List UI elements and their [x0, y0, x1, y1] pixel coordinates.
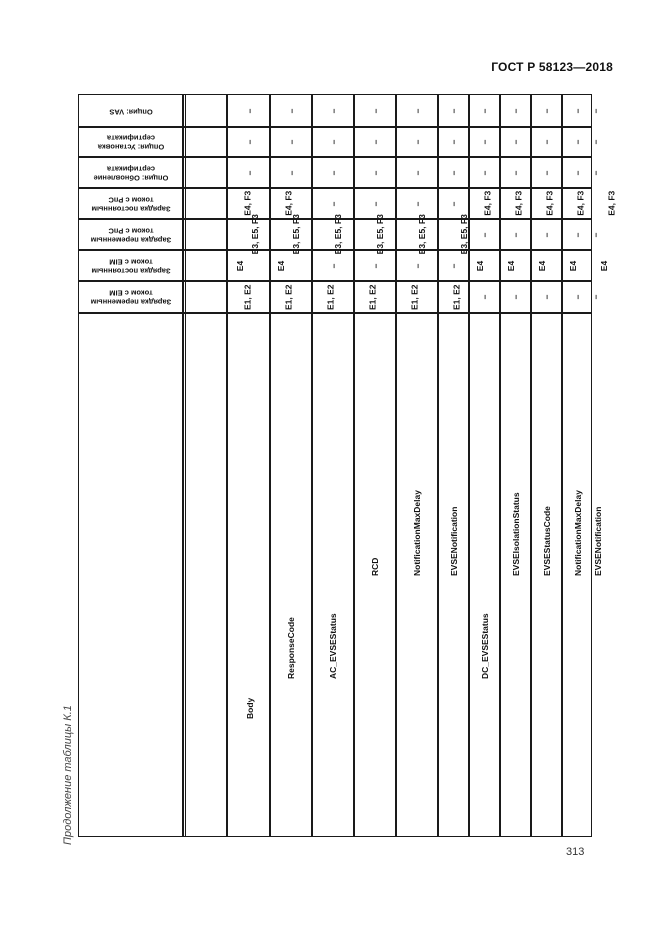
table-cell: [531, 281, 562, 313]
parameter-name: ResponseCode: [286, 617, 296, 679]
table-cell: [354, 281, 396, 313]
parameter-name-cell: [438, 313, 469, 838]
column-header: [79, 219, 183, 250]
cell-content: [590, 219, 601, 250]
table-cell: [396, 250, 438, 281]
table-cell: [590, 281, 601, 313]
cell-value: –: [448, 201, 459, 206]
cell-content: [562, 95, 593, 127]
table-cell: [396, 95, 438, 127]
cell-value: –: [369, 263, 380, 268]
cell-value: –: [590, 232, 601, 237]
cell-content: [562, 127, 593, 157]
cell-value: –: [244, 108, 255, 114]
cell-value: E4, F3: [513, 190, 524, 217]
cell-value: E1, E2: [367, 284, 378, 310]
table-cell: [354, 157, 396, 188]
table-cell: [438, 281, 469, 313]
table-cell: [270, 95, 312, 127]
table-cell: [229, 214, 270, 255]
table-cell: [354, 214, 396, 255]
parameter-name-cell: [354, 313, 396, 838]
cell-content: [593, 188, 624, 219]
cell-content: [500, 127, 531, 157]
table-cell: [590, 95, 601, 127]
table-cell: [469, 95, 500, 127]
table-cell: [562, 157, 593, 188]
table-cell: [590, 127, 601, 157]
cell-value: E3, E5, F3: [458, 214, 469, 255]
cell-value: E3, E5, F3: [416, 214, 427, 255]
table-cell: [562, 250, 593, 281]
cell-content: [312, 250, 354, 281]
cell-content: [562, 281, 593, 313]
cell-value: –: [572, 232, 583, 237]
table-cell: [531, 219, 562, 250]
column-header: [79, 188, 183, 219]
table-cell: [531, 95, 562, 127]
cell-content: [229, 214, 270, 255]
cell-value: –: [590, 170, 601, 175]
cell-value: –: [572, 294, 583, 300]
cell-value: –: [327, 108, 338, 114]
table-cell: [500, 219, 531, 250]
cell-value: –: [411, 108, 422, 114]
cell-value: E4: [568, 260, 579, 271]
cell-content: [229, 95, 270, 127]
document-title: ГОСТ Р 58123—2018: [491, 60, 613, 74]
cell-value: E4: [276, 260, 287, 271]
table-cell: [312, 127, 354, 157]
column-divider: [226, 95, 228, 836]
cell-content: [270, 157, 312, 188]
cell-value: –: [541, 170, 552, 175]
table-cell: [438, 157, 469, 188]
cell-content: [229, 157, 270, 188]
column-header: [79, 127, 183, 157]
cell-value: –: [510, 232, 521, 237]
cell-value: –: [285, 108, 296, 114]
cell-value: –: [510, 170, 521, 175]
table-cell: [562, 219, 593, 250]
cell-value: –: [244, 139, 255, 145]
cell-content: [312, 95, 354, 127]
table-cell: [229, 157, 270, 188]
cell-content: [438, 281, 469, 313]
table-cell: [229, 250, 270, 281]
table-cell: [270, 281, 312, 313]
cell-value: E4, F3: [575, 190, 586, 217]
cell-value: –: [541, 232, 552, 237]
cell-value: –: [285, 139, 296, 145]
table-cell: [562, 95, 593, 127]
cell-content: [469, 250, 500, 281]
cell-content: [562, 219, 593, 250]
cell-content: [500, 250, 531, 281]
column-header-label: Опция: Обновление сертификата: [93, 164, 169, 183]
cell-value: –: [411, 139, 422, 145]
cell-content: [562, 157, 593, 188]
parameter-name-cell: [562, 313, 593, 838]
cell-content: [500, 157, 531, 188]
table-cell: [562, 281, 593, 313]
table-cell: [469, 250, 500, 281]
cell-value: E4, F3: [606, 190, 617, 217]
cell-value: E3, E5, F3: [374, 214, 385, 255]
cell-value: E3, E5, F3: [290, 214, 301, 255]
cell-content: [469, 188, 500, 219]
table-cell: [312, 250, 354, 281]
cell-content: [590, 281, 601, 313]
cell-value: –: [448, 139, 459, 145]
cell-value: E1, E2: [242, 284, 253, 310]
table-cell: [438, 95, 469, 127]
cell-value: –: [327, 139, 338, 145]
table-cell: [229, 95, 270, 127]
table-cell: [500, 157, 531, 188]
cell-content: [438, 157, 469, 188]
parameter-name-cell: [500, 313, 531, 838]
table-cell: [531, 157, 562, 188]
cell-content: [354, 95, 396, 127]
cell-value: –: [411, 170, 422, 175]
cell-content: [562, 250, 593, 281]
page-number: 313: [566, 846, 585, 858]
cell-value: E4, F3: [242, 190, 253, 217]
cell-content: [438, 95, 469, 127]
table-cell: [312, 214, 354, 255]
cell-value: E4, F3: [544, 190, 555, 217]
cell-content: [469, 95, 500, 127]
table-cell: [396, 157, 438, 188]
cell-content: [438, 250, 469, 281]
cell-content: [312, 157, 354, 188]
cell-content: [469, 281, 500, 313]
cell-content: [354, 250, 396, 281]
table-cell: [396, 127, 438, 157]
table-cell: [562, 127, 593, 157]
cell-content: [500, 219, 531, 250]
cell-content: [229, 250, 270, 281]
cell-value: –: [327, 201, 338, 206]
cell-value: –: [510, 139, 521, 145]
table-cell: [593, 250, 609, 281]
cell-value: –: [479, 294, 490, 300]
cell-content: [270, 127, 312, 157]
cell-value: –: [448, 108, 459, 114]
cell-value: –: [541, 294, 552, 300]
cell-value: –: [369, 139, 380, 145]
cell-value: –: [369, 201, 380, 206]
cell-value: E1, E2: [283, 284, 294, 310]
cell-value: –: [285, 170, 296, 175]
cell-value: E3, E5, F3: [249, 214, 260, 255]
cell-content: [354, 214, 396, 255]
cell-value: –: [479, 232, 490, 237]
cell-content: [270, 95, 312, 127]
cell-value: –: [572, 170, 583, 175]
cell-value: –: [510, 294, 521, 300]
cell-content: [396, 250, 438, 281]
table-cell: [469, 127, 500, 157]
cell-value: E4: [235, 260, 246, 271]
table-cell: [593, 188, 624, 219]
table-cell: [531, 127, 562, 157]
table-cell: [531, 250, 562, 281]
parameter-name: AC_EVSEStatus: [328, 613, 338, 679]
cell-value: –: [369, 170, 380, 175]
parameter-name-cell: [270, 313, 312, 838]
cell-content: [312, 127, 354, 157]
cell-content: [354, 157, 396, 188]
cell-content: [396, 281, 438, 313]
table-cell: [354, 95, 396, 127]
parameter-name: EVSENotification: [448, 506, 459, 576]
column-header-label: Зарядка постоянным током с РпС: [91, 195, 171, 214]
table-cell: [354, 127, 396, 157]
cell-value: –: [411, 201, 422, 206]
cell-value: –: [479, 139, 490, 145]
cell-content: [593, 250, 609, 281]
table-cell: [438, 214, 469, 255]
cell-value: –: [369, 108, 380, 114]
parameter-name-cell: [531, 313, 562, 838]
cell-content: [531, 157, 562, 188]
cell-content: [229, 127, 270, 157]
cell-content: [531, 127, 562, 157]
table-cell: [438, 250, 469, 281]
column-divider: [185, 95, 186, 836]
parameter-name: DC_EVSEStatus: [479, 613, 490, 679]
table-cell: [469, 219, 500, 250]
table-cell: [396, 214, 438, 255]
column-header: [79, 250, 183, 281]
table-cell: [500, 127, 531, 157]
cell-value: –: [572, 139, 583, 145]
table-cell: [229, 127, 270, 157]
table-cell: [469, 157, 500, 188]
cell-content: [469, 219, 500, 250]
cell-value: –: [572, 108, 583, 114]
cell-content: [396, 127, 438, 157]
cell-content: [354, 281, 396, 313]
cell-value: –: [448, 263, 459, 268]
table-cell: [354, 250, 396, 281]
column-header-label: Опция: Установка сертификата: [97, 134, 165, 152]
cell-value: –: [479, 108, 490, 114]
cell-content: [396, 95, 438, 127]
column-header-label: Зарядка переменным током с EIM: [90, 289, 172, 307]
cell-value: –: [590, 139, 601, 145]
table-cell: [590, 219, 601, 250]
table-cell: [590, 157, 601, 188]
cell-value: E4: [506, 260, 517, 271]
table-cell: [270, 127, 312, 157]
cell-content: [531, 95, 562, 127]
cell-content: [500, 281, 531, 313]
column-header: [79, 95, 183, 127]
parameter-name: EVSEIsolationStatus: [510, 492, 521, 576]
cell-content: [270, 214, 312, 255]
cell-content: [590, 95, 601, 127]
cell-value: E4: [537, 260, 548, 271]
cell-content: [438, 127, 469, 157]
cell-value: –: [541, 108, 552, 114]
table-cell: [312, 157, 354, 188]
parameter-name: NotificationMaxDelay: [412, 490, 422, 576]
cell-content: [469, 127, 500, 157]
cell-content: [312, 214, 354, 255]
table-cell: [500, 281, 531, 313]
cell-content: [590, 157, 601, 188]
column-header-label: Опция: VAS: [109, 107, 153, 117]
parameter-name: RCD: [370, 557, 380, 576]
cell-content: [590, 127, 601, 157]
cell-value: –: [244, 170, 255, 175]
table-cell: [500, 250, 531, 281]
cell-value: –: [327, 170, 338, 175]
parameter-name: EVSENotification: [593, 506, 603, 576]
cell-content: [469, 157, 500, 188]
cell-content: [438, 214, 469, 255]
cell-value: –: [327, 263, 338, 268]
table-cell: [531, 188, 562, 219]
table-cell: [562, 188, 593, 219]
cell-content: [500, 95, 531, 127]
cell-value: E4: [599, 260, 610, 271]
cell-value: E4: [475, 260, 486, 271]
cell-content: [500, 188, 531, 219]
cell-content: [312, 281, 354, 313]
table-cell: [500, 95, 531, 127]
table-cell: [312, 281, 354, 313]
table-cell: [270, 157, 312, 188]
cell-content: [531, 188, 562, 219]
cell-value: –: [448, 170, 459, 175]
cell-content: [270, 281, 312, 313]
cell-value: –: [590, 294, 601, 300]
table-cell: [469, 188, 500, 219]
cell-value: E1, E2: [409, 284, 420, 310]
cell-content: [531, 219, 562, 250]
parameter-name-cell: [229, 313, 270, 838]
column-header: [79, 281, 183, 313]
column-header-label: Зарядка постоянным током с EIM: [91, 257, 171, 276]
data-table: [78, 94, 617, 837]
cell-content: [562, 188, 593, 219]
column-header: [79, 157, 183, 188]
parameter-name: EVSEStatusCode: [541, 506, 552, 576]
cell-value: E1, E2: [325, 284, 336, 310]
parameter-name: NotificationMaxDelay: [572, 490, 583, 576]
cell-content: [270, 250, 312, 281]
cell-value: E3, E5, F3: [332, 214, 343, 255]
cell-value: –: [541, 139, 552, 145]
cell-content: [354, 127, 396, 157]
cell-value: –: [510, 108, 521, 114]
cell-value: E1, E2: [451, 284, 462, 310]
column-header-label: Зарядка переменным током с РпС: [90, 226, 172, 245]
table-cell: [270, 214, 312, 255]
table-cell: [469, 281, 500, 313]
cell-content: [396, 157, 438, 188]
cell-content: [531, 281, 562, 313]
table-cell: [229, 281, 270, 313]
table-cell: [438, 127, 469, 157]
cell-value: –: [479, 170, 490, 175]
table-cell: [396, 281, 438, 313]
table-cell: [312, 95, 354, 127]
parameter-name-cell: [312, 313, 354, 838]
cell-value: –: [411, 263, 422, 268]
cell-value: E4, F3: [283, 190, 294, 217]
cell-content: [531, 250, 562, 281]
cell-content: [396, 214, 438, 255]
cell-value: –: [590, 108, 601, 114]
cell-content: [229, 281, 270, 313]
cell-value: E4, F3: [482, 190, 493, 217]
parameter-name: Body: [244, 697, 255, 719]
table-cell: [500, 188, 531, 219]
parameter-name-cell: [396, 313, 438, 838]
table-cell: [270, 250, 312, 281]
table-caption: Продолжение таблицы К.1: [62, 705, 74, 845]
parameter-name-cell: [469, 313, 500, 838]
